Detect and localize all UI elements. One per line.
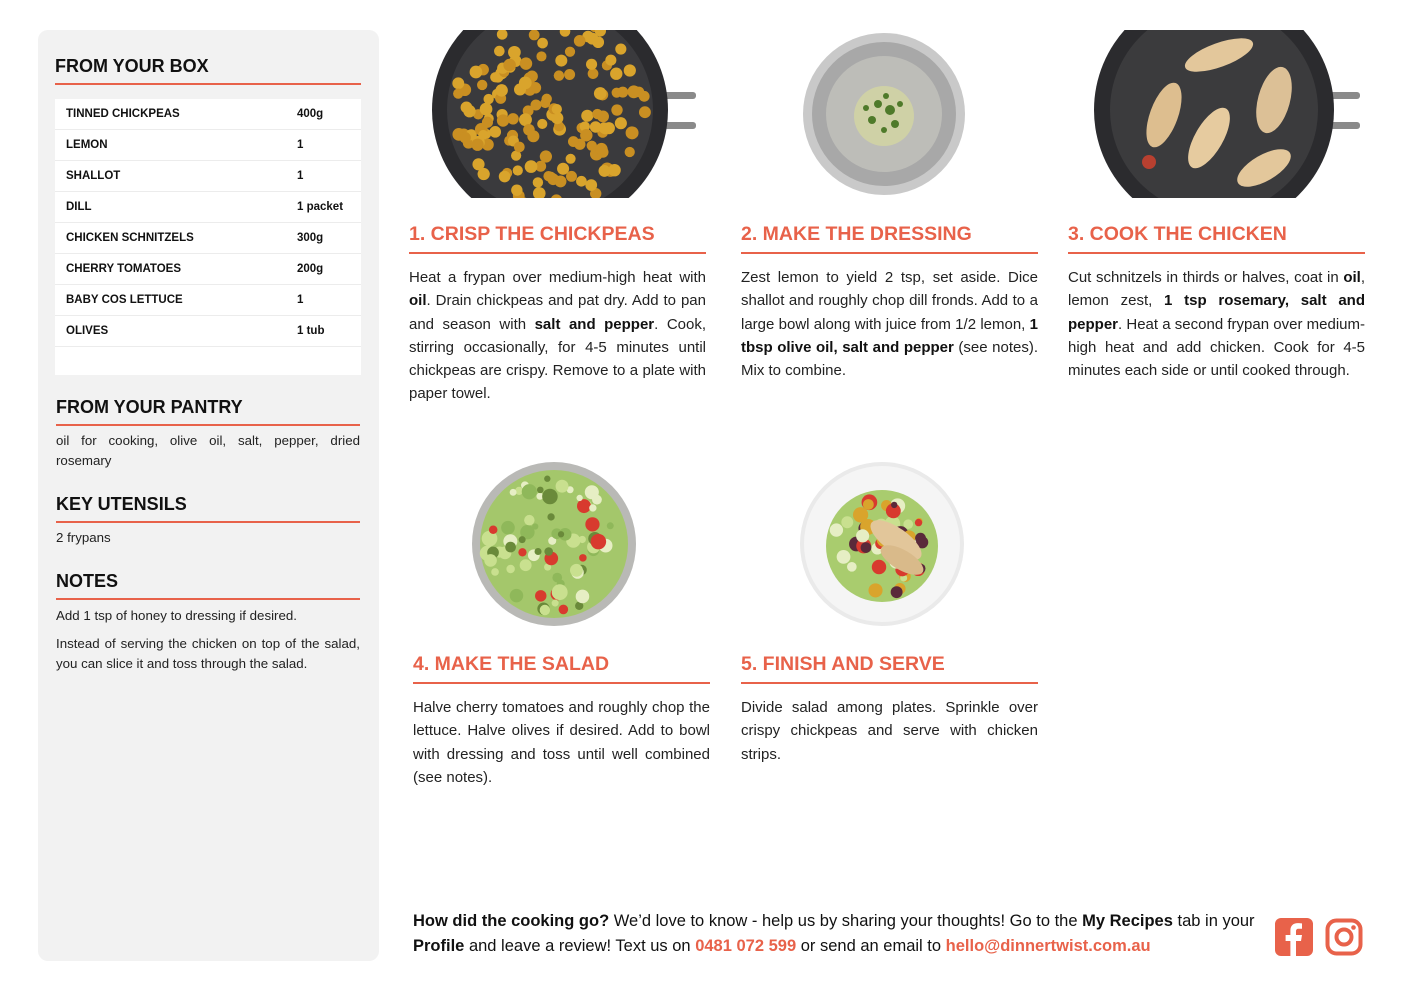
- chickpeas-frypan-image: [432, 30, 702, 200]
- ingredient-qty: 1 tub: [297, 325, 325, 337]
- text-run: Divide salad among plates. Sprinkle over crispy chickpeas and serve with chicken strips.: [741, 699, 1038, 763]
- ingredients-sidebar: [38, 30, 379, 961]
- salad-bowl-image: [470, 462, 638, 630]
- ingredient-qty: 1: [297, 170, 304, 182]
- ingredient-name: OLIVES: [66, 325, 109, 337]
- note-1: Add 1 tsp of honey to dressing if desired.: [56, 608, 297, 623]
- text-run: Heat a frypan over medium-high heat with: [409, 269, 706, 286]
- ingredient-name: TINNED CHICKPEAS: [66, 108, 180, 120]
- step-3-title: 3. COOK THE CHICKEN: [1068, 223, 1365, 254]
- ingredients-table: [55, 99, 361, 375]
- step-1-title: 1. CRISP THE CHICKPEAS: [409, 223, 706, 254]
- feedback-footer: [413, 909, 1263, 959]
- contact-link[interactable]: 0481 072 599: [695, 937, 797, 955]
- utensils-title: KEY UTENSILS: [56, 494, 360, 523]
- ingredient-name: SHALLOT: [66, 170, 121, 182]
- text-run: 1 tsp rosemary, salt and pepper: [1068, 292, 1366, 333]
- ingredient-row: [55, 254, 361, 285]
- text-run: (see notes). Mix to combine.: [741, 338, 1039, 380]
- ingredient-name: DILL: [66, 201, 92, 213]
- ingredient-name: CHICKEN SCHNITZELS: [66, 232, 194, 244]
- text-run: Cut schnitzels in thirds or halves, coat in: [1068, 269, 1344, 286]
- step-5-title: 5. FINISH AND SERVE: [741, 653, 1038, 684]
- contact-link[interactable]: hello@dinnertwist.com.au: [945, 937, 1151, 955]
- step-1-body: [409, 266, 706, 406]
- ingredient-row: [55, 161, 361, 192]
- note-2: Instead of serving the chicken on top of the salad, you can slice it and toss through the salad.: [56, 636, 360, 671]
- instagram-icon[interactable]: [1325, 918, 1363, 956]
- text-run: and leave a review! Text us on: [464, 937, 696, 955]
- step-2-body: [741, 266, 1038, 382]
- text-run: Halve cherry tomatoes and roughly chop the lettuce. Halve olives if desired. Add to bowl with dressing and toss until well combined (see notes).: [413, 699, 710, 786]
- ingredient-qty: 1: [297, 294, 304, 306]
- text-run: or send an email to: [796, 937, 946, 955]
- ingredient-qty: 200g: [297, 263, 324, 275]
- ingredient-row: [55, 130, 361, 161]
- step-4-title: 4. MAKE THE SALAD: [413, 653, 710, 684]
- ingredient-name: BABY COS LETTUCE: [66, 294, 183, 306]
- utensils-text: 2 frypans: [56, 530, 111, 545]
- served-plate-image: [798, 462, 966, 630]
- step-2-title: 2. MAKE THE DRESSING: [741, 223, 1038, 254]
- text-run: salt and pepper: [534, 315, 655, 333]
- text-run: . Cook, stirring occasionally, for 4-5 minutes until chickpeas are crispy. Remove to a plate with paper towel.: [409, 315, 706, 403]
- text-run: . Heat a second frypan over medium-high heat and add chicken. Cook for 4-5 minutes each side or until cooked through.: [1068, 315, 1365, 380]
- text-run: oil: [1343, 269, 1361, 286]
- notes-title: NOTES: [56, 571, 360, 600]
- text-run: My Recipes: [1082, 912, 1173, 930]
- text-run: Zest lemon to yield 2 tsp, set aside. Dice shallot and roughly chop dill fronds. Add to a large bowl along with juice from 1/2 lemon,: [741, 269, 1038, 333]
- ingredient-row: [55, 223, 361, 254]
- text-run: Profile: [413, 937, 465, 955]
- text-run: . Drain chickpeas and pat dry. Add to pan and season with: [409, 292, 706, 333]
- text-run: oil: [409, 292, 427, 310]
- pantry-text: oil for cooking, olive oil, salt, pepper, dried rosemary: [56, 433, 360, 468]
- pantry-title: FROM YOUR PANTRY: [56, 397, 360, 426]
- ingredient-row: [55, 316, 361, 347]
- ingredient-row: [55, 192, 361, 223]
- text-run: , lemon zest,: [1068, 269, 1365, 310]
- step-5-body: [741, 696, 1038, 766]
- ingredient-qty: 1: [297, 139, 304, 151]
- text-run: 1 tbsp olive oil, salt and pepper: [741, 315, 1038, 356]
- text-run: We’d love to know - help us by sharing your thoughts! Go to the: [609, 912, 1083, 930]
- ingredient-qty: 1 packet: [297, 201, 344, 213]
- text-run: tab in your: [1172, 912, 1255, 930]
- ingredient-row: [55, 99, 361, 130]
- chicken-frypan-image: [1094, 30, 1364, 200]
- dressing-bowl-image: [800, 32, 968, 200]
- ingredient-name: LEMON: [66, 139, 108, 151]
- from-your-box-title: FROM YOUR BOX: [55, 56, 361, 85]
- facebook-icon[interactable]: [1275, 918, 1313, 956]
- step-4-body: [413, 696, 710, 789]
- ingredient-qty: 400g: [297, 108, 324, 120]
- ingredient-row: [55, 285, 361, 316]
- ingredient-name: CHERRY TOMATOES: [66, 263, 182, 275]
- text-run: How did the cooking go?: [413, 912, 610, 930]
- step-3-body: [1068, 266, 1365, 382]
- ingredient-qty: 300g: [297, 232, 324, 244]
